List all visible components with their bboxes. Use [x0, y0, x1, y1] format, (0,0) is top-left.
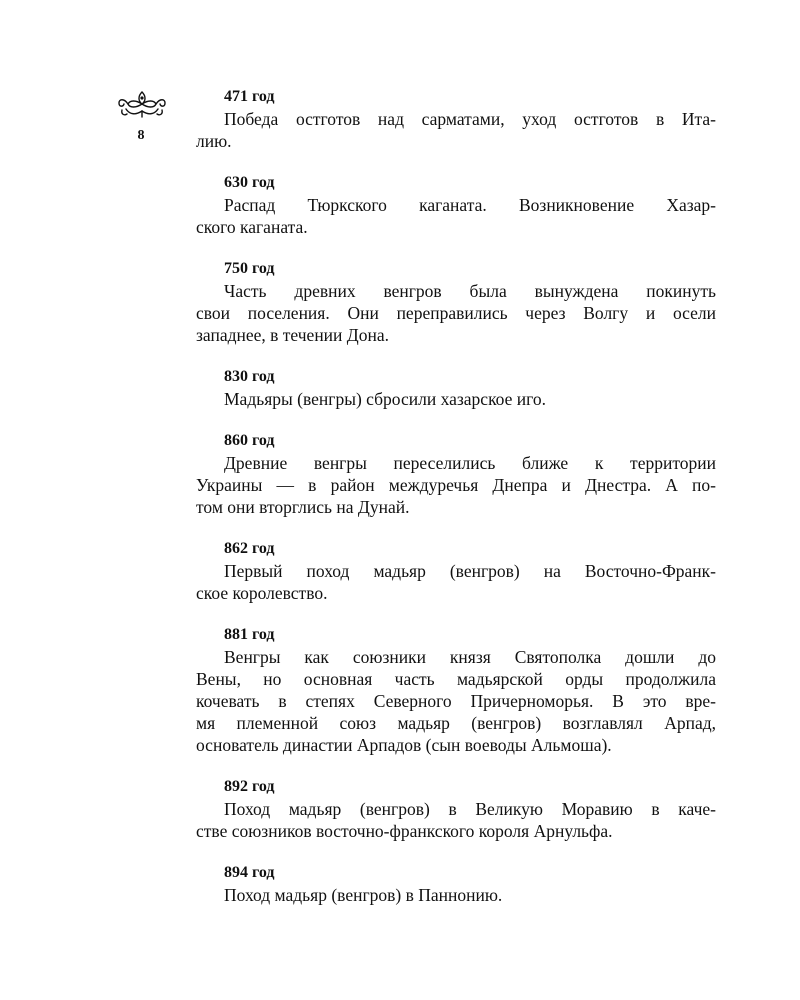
entry-year: 894 год: [224, 864, 275, 881]
entry-text-line: ское королевство.: [196, 583, 328, 603]
entry-text: [196, 452, 716, 518]
entry-text: [196, 388, 716, 410]
entry-text-line: ского каганата.: [196, 217, 308, 237]
entry-text: [196, 798, 716, 842]
entry-text-line: Первый поход мадьяр (венгров) на Восточно-Франк-: [224, 561, 716, 581]
entry-text-line: Украины — в район междуречья Днепра и Днестра. А по-: [196, 475, 716, 495]
entry-text-line: стве союзников восточно-франкского короля Арнульфа.: [196, 821, 613, 841]
chronology-entry: [196, 86, 716, 152]
chronology-entry: [196, 776, 716, 842]
entry-year: 892 год: [224, 778, 275, 795]
chronology-entry: [196, 366, 716, 410]
entry-text-line: Вены, но основная часть мадьярской орды продолжила: [196, 669, 716, 689]
entry-year: 471 год: [224, 88, 275, 105]
entry-text: [196, 646, 716, 756]
entry-text-line: мя племенной союз мадьяр (венгров) возглавлял Арпад,: [196, 713, 716, 733]
entry-text: [196, 560, 716, 604]
entry-text-line: кочевать в степях Северного Причерноморья. В это вре-: [196, 691, 716, 711]
entry-text-line: том они вторглись на Дунай.: [196, 497, 410, 517]
chronology-entry: [196, 862, 716, 906]
entry-year: 750 год: [224, 260, 275, 277]
entry-text-line: Распад Тюркского каганата. Возникновение Хазар-: [224, 195, 716, 215]
chronology-entry: [196, 172, 716, 238]
chronology-entry: [196, 258, 716, 346]
chronology-entry: [196, 430, 716, 518]
entry-year: 630 год: [224, 174, 275, 191]
entry-text-line: Часть древних венгров была вынуждена покинуть: [224, 281, 716, 301]
entry-text-line: Мадьяры (венгры) сбросили хазарское иго.: [224, 389, 547, 409]
entry-text: [196, 280, 716, 346]
entry-year: 862 год: [224, 540, 275, 557]
entry-text-line: лию.: [196, 131, 232, 151]
entry-text: [196, 884, 716, 906]
entry-text: [196, 108, 716, 152]
page-number: 8: [137, 128, 145, 143]
entry-year: 830 год: [224, 368, 275, 385]
entry-text-line: основатель династии Арпадов (сын воеводы Альмоша).: [196, 735, 612, 755]
chronology-text: [196, 86, 716, 926]
entry-year: 881 год: [224, 626, 275, 643]
entry-text-line: Победа остготов над сарматами, уход остготов в Ита-: [224, 109, 716, 129]
chronology-entry: [196, 624, 716, 756]
entry-text-line: свои поселения. Они переправились через Волгу и осели: [196, 303, 716, 323]
entry-text: [196, 194, 716, 238]
entry-text-line: Древние венгры переселились ближе к территории: [224, 453, 716, 473]
entry-year: 860 год: [224, 432, 275, 449]
entry-text-line: Поход мадьяр (венгров) в Паннонию.: [224, 885, 503, 905]
entry-text-line: Поход мадьяр (венгров) в Великую Моравию в каче-: [224, 799, 716, 819]
floral-ornament-icon: [116, 88, 168, 120]
entry-text-line: западнее, в течении Дона.: [196, 325, 389, 345]
entry-text-line: Венгры как союзники князя Святополка дошли до: [224, 647, 716, 667]
chronology-entry: [196, 538, 716, 604]
